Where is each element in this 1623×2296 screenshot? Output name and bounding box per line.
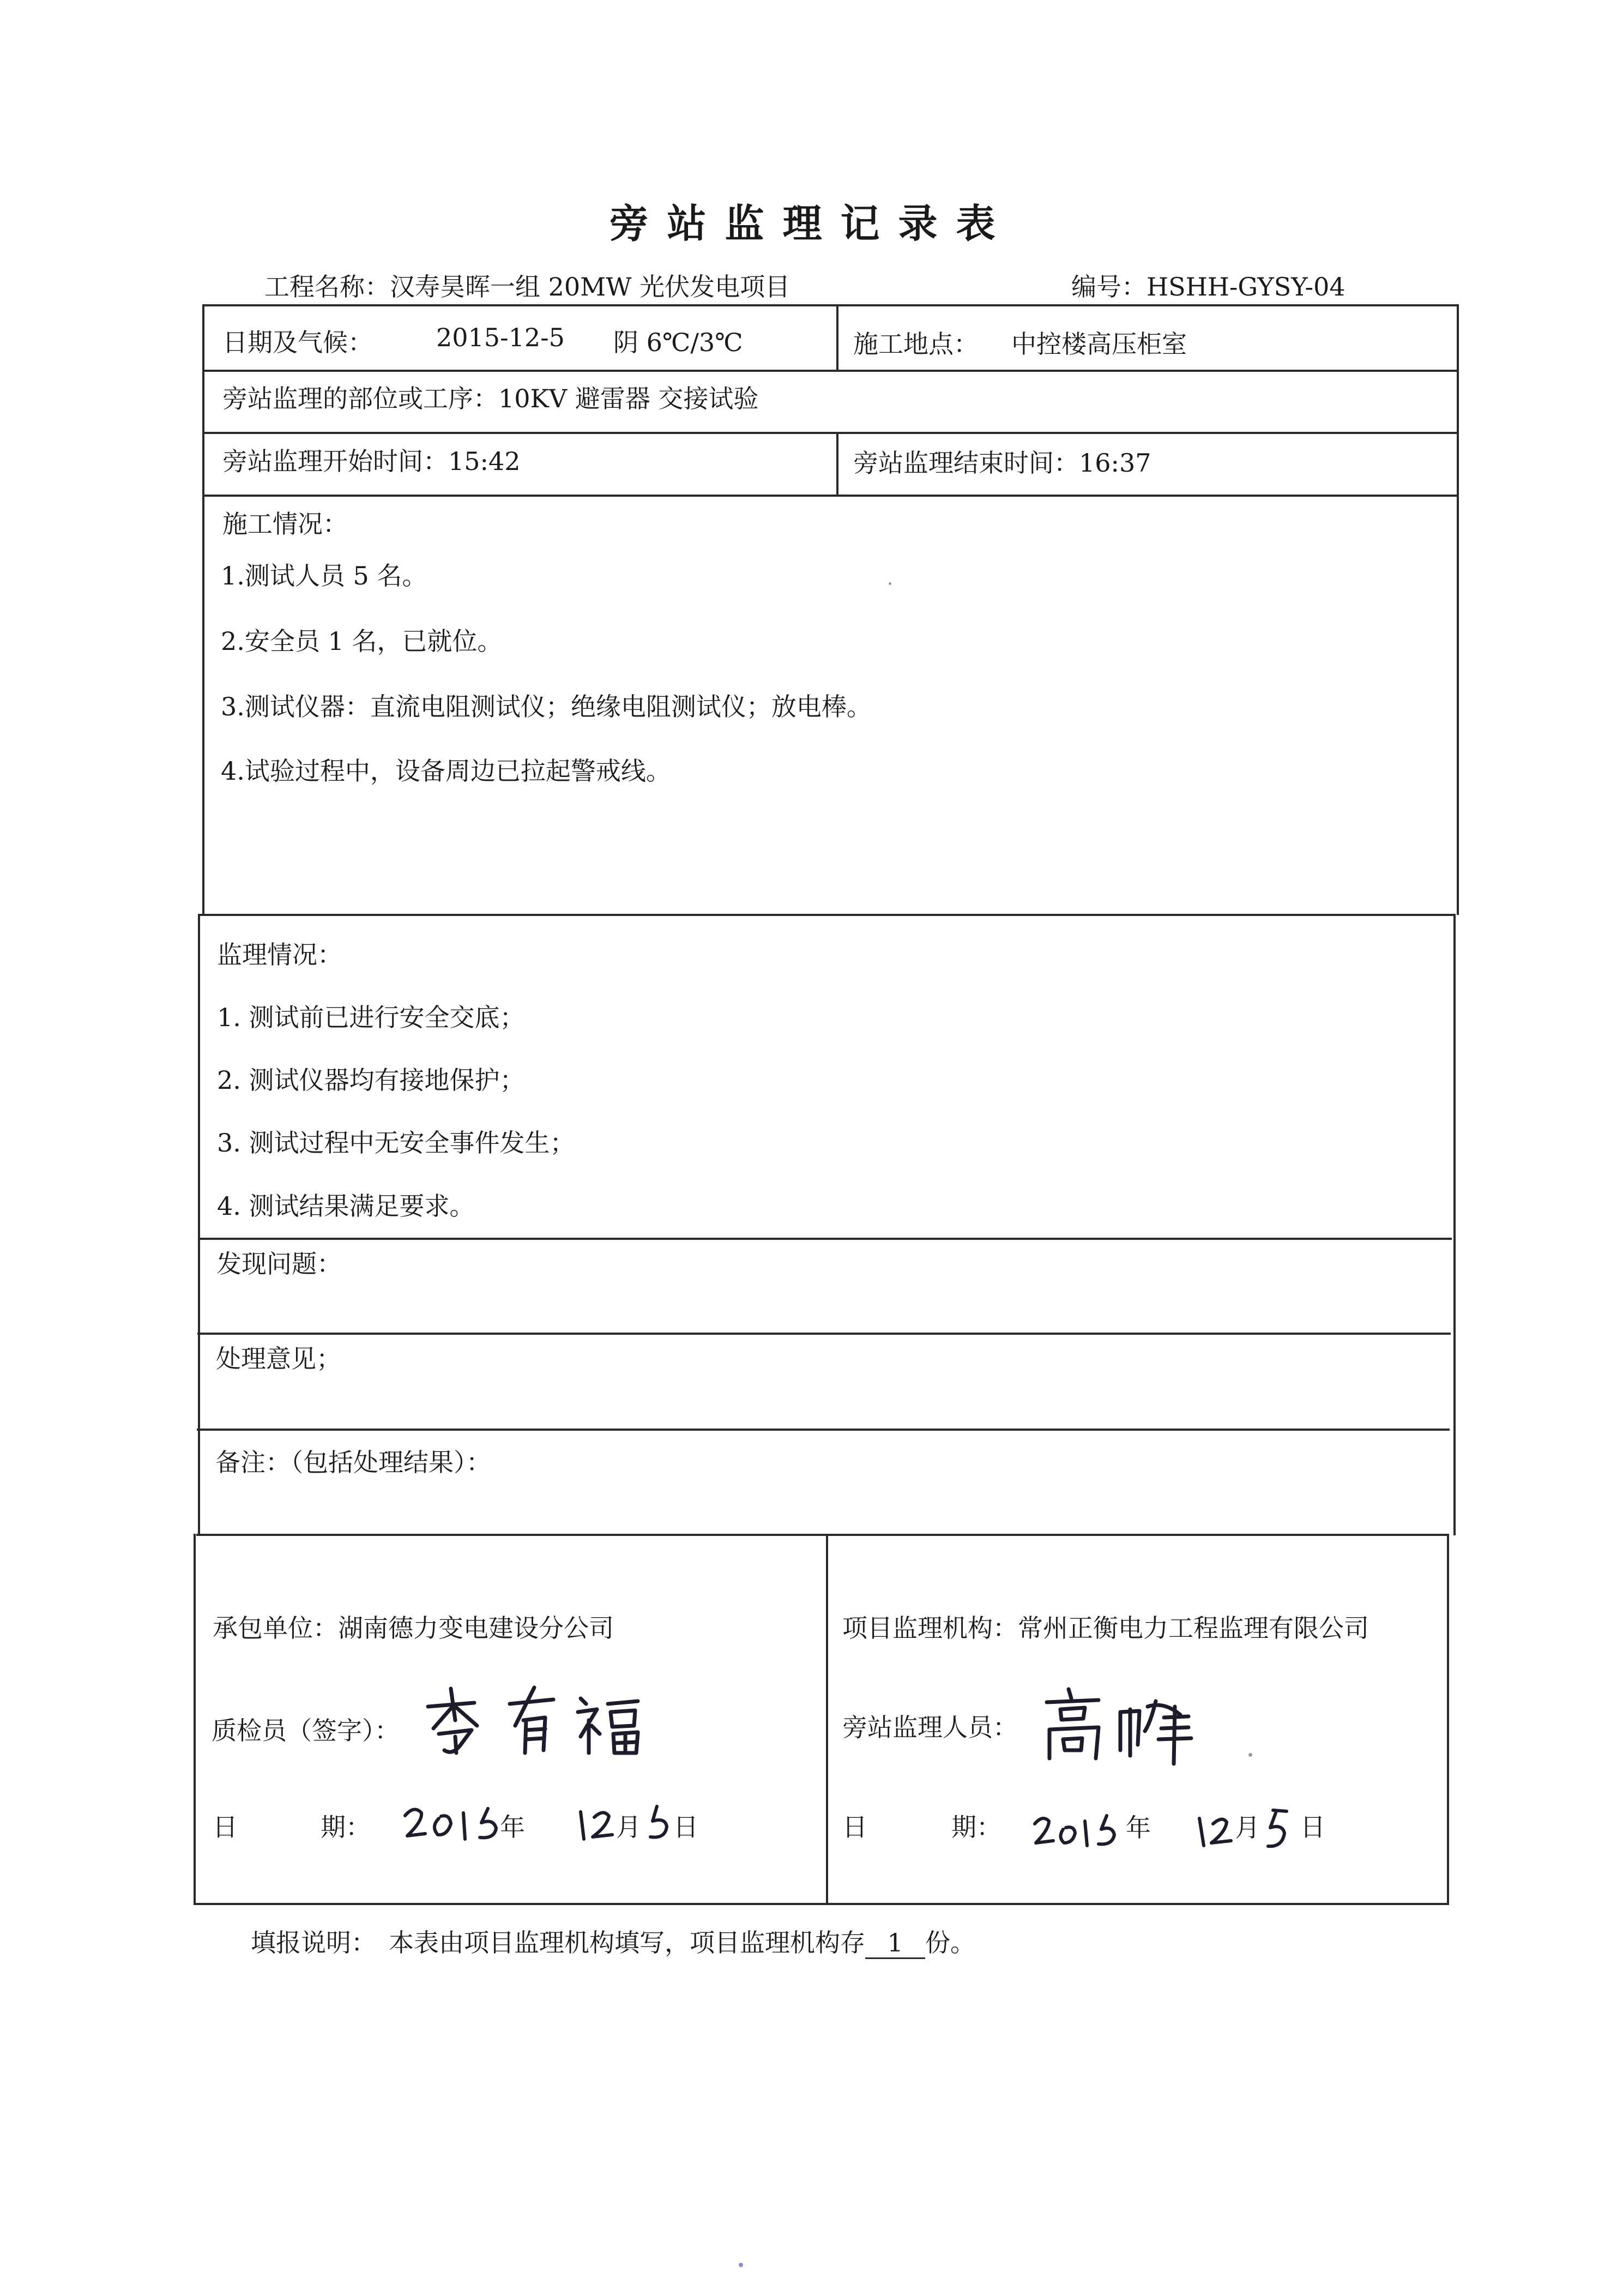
row-divider-5: [198, 1238, 1452, 1240]
construction-heading: 施工情况：: [222, 509, 348, 539]
table-border-top: [204, 304, 1458, 306]
start-time: 旁站监理开始时间：15:42: [222, 447, 521, 476]
supervision-item: 1. 测试前已进行安全交底；: [217, 1003, 525, 1032]
footer-prefix: 填报说明： 本表由项目监理机构填写，项目监理机构存: [251, 1928, 865, 1957]
handling-label: 处理意见；: [216, 1344, 341, 1373]
svg-text:月: 月: [1235, 1813, 1260, 1842]
table-border-left-bottom: [194, 1534, 196, 1905]
svg-text:月: 月: [616, 1812, 641, 1842]
row-divider-8: [196, 1534, 1449, 1536]
column-divider-row1: [836, 304, 838, 371]
table-border-right-bottom: [1447, 1534, 1449, 1905]
construction-item: 1.测试人员 5 名。: [221, 561, 427, 590]
contractor-date-label-2: 期：: [321, 1812, 371, 1842]
location-label: 施工地点：: [853, 329, 979, 359]
supervisor-unit: 项目监理机构：常州正衡电力工程监理有限公司: [842, 1613, 1369, 1643]
table-border-left-lower: [198, 914, 200, 1535]
column-divider-signature: [826, 1534, 828, 1904]
svg-text:年: 年: [1126, 1813, 1151, 1842]
supervision-heading: 监理情况：: [217, 940, 342, 969]
weather-value: 阴 6℃/3℃: [613, 328, 743, 357]
process-label: 旁站监理的部位或工序：10KV 避雷器 交接试验: [222, 384, 759, 413]
staff-label: 旁站监理人员：: [842, 1713, 1018, 1742]
construction-item: 4.试验过程中，设备周边已拉起警戒线。: [221, 756, 671, 786]
supervisor-date-day: 日: [1300, 1812, 1325, 1842]
inspector-label: 质检员（签字）：: [212, 1716, 400, 1745]
date-weather-label: 日期及气候：: [222, 328, 373, 357]
supervision-item: 2. 测试仪器均有接地保护；: [217, 1065, 525, 1095]
table-border-bottom: [194, 1903, 1447, 1905]
contractor-date-day: 日: [673, 1812, 698, 1842]
contractor-date-label-1: 日: [213, 1812, 238, 1842]
construction-item: 2.安全员 1 名，已就位。: [221, 626, 503, 656]
row-divider-3: [204, 495, 1458, 497]
staff-signature: [1039, 1685, 1202, 1769]
row-divider-4: [200, 914, 1456, 916]
table-border-left: [202, 304, 204, 915]
inspector-signature: [423, 1682, 651, 1761]
end-time: 旁站监理结束时间：16:37: [853, 448, 1151, 478]
row-divider-7: [197, 1429, 1450, 1431]
scan-speck: [739, 2263, 743, 2267]
project-name: 工程名称：汉寿昊晖一组 20MW 光伏发电项目: [264, 272, 791, 302]
footer-copies: 1: [865, 1928, 925, 1959]
issues-label: 发现问题：: [216, 1249, 342, 1279]
supervision-item: 4. 测试结果满足要求。: [217, 1191, 475, 1221]
table-border-right-lower: [1453, 914, 1456, 1535]
contractor-unit: 承包单位：湖南德力变电建设分公司: [213, 1613, 614, 1643]
footer-note: [251, 1923, 975, 1959]
scan-speck: [889, 582, 891, 585]
scan-speck: [1248, 1753, 1252, 1757]
remarks-label: 备注：（包括处理结果）：: [215, 1448, 491, 1477]
row-divider-6: [197, 1333, 1451, 1335]
location-value: 中控楼高压柜室: [1011, 329, 1187, 359]
supervisor-date-signature: [1030, 1799, 1314, 1856]
contractor-date-signature: [401, 1797, 706, 1848]
supervision-item: 3. 测试过程中无安全事件发生；: [217, 1128, 575, 1158]
footer-suffix: 份。: [925, 1928, 975, 1957]
document-number: 编号：HSHH-GYSY-04: [1071, 272, 1346, 302]
supervisor-date-label-2: 期：: [951, 1812, 1001, 1842]
construction-item: 3.测试仪器：直流电阻测试仪；绝缘电阻测试仪；放电棒。: [221, 692, 872, 721]
row-divider-2: [204, 432, 1458, 434]
document-title: 旁站监理记录表: [609, 201, 1014, 246]
date-value: 2015-12-5: [436, 323, 565, 352]
column-divider-row3: [836, 432, 838, 496]
row-divider-1: [204, 370, 1458, 372]
supervisor-date-label-1: 日: [842, 1812, 867, 1842]
table-border-right: [1457, 304, 1459, 915]
svg-text:年: 年: [500, 1812, 525, 1842]
